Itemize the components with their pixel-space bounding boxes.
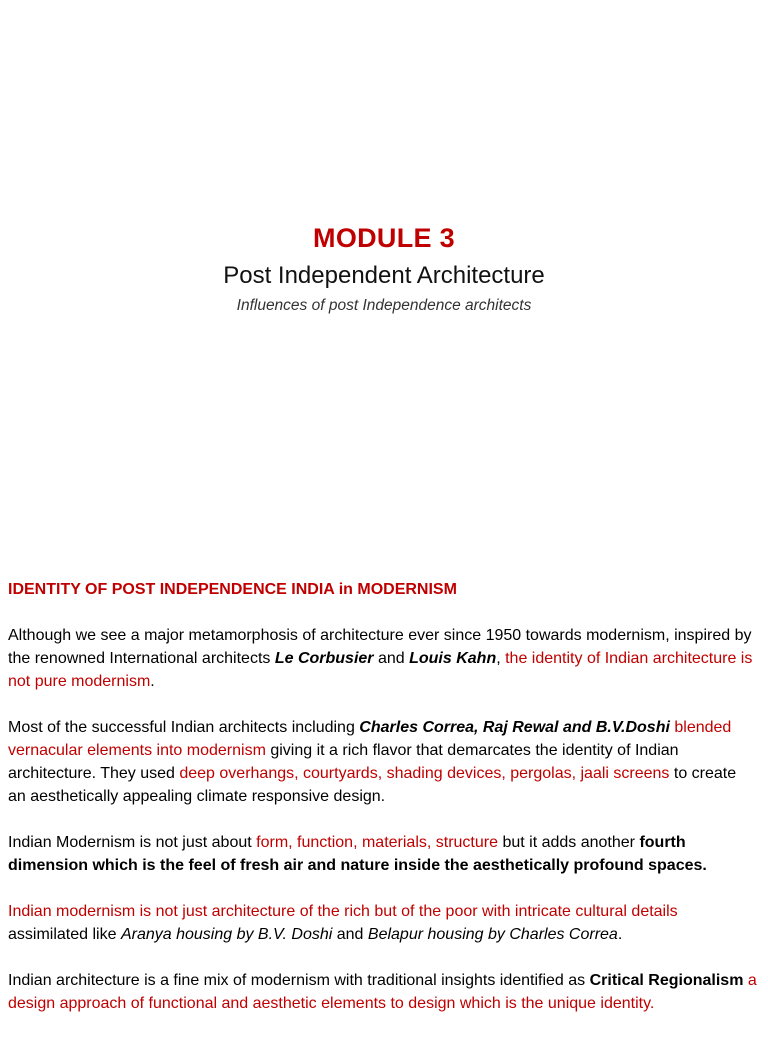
p3-bold: fourth dimension which is the feel of fresh air and nature inside the aesthetically profound spaces. <box>8 834 707 874</box>
p1-architect-1: Le Corbusier <box>274 650 374 667</box>
p2-text-1: Most of the successful Indian architects including <box>8 719 360 736</box>
p3-text-3: but it adds another <box>498 834 640 851</box>
p5-bold: Critical Regionalism <box>589 972 744 989</box>
p4-text-6: . <box>617 926 623 943</box>
p5-highlight: a design approach of functional and aesthetic elements to design which is the unique identity. <box>8 972 757 1012</box>
p2-architects: Charles Correa, Raj Rewal and B.V.Doshi <box>359 719 670 736</box>
p5-text-1: Indian architecture is a fine mix of modernism with traditional insights identified as <box>8 972 590 989</box>
p1-architect-2: Louis Kahn <box>409 650 497 667</box>
p4-example-2: Belapur housing by Charles Correa <box>367 926 618 943</box>
p4-text-4: and <box>332 926 368 943</box>
p1-text-7: . <box>150 673 155 690</box>
p4-text-2: assimilated like <box>8 926 121 943</box>
paragraph-3 <box>8 831 758 877</box>
p1-text-3: and <box>373 650 410 667</box>
p4-example-1: Aranya housing by B.V. Doshi <box>120 926 333 943</box>
p2-text-7: to create an aesthetically appealing climate responsive design. <box>8 765 737 805</box>
paragraph-1 <box>8 624 758 693</box>
paragraph-2 <box>8 716 758 808</box>
p3-text-1: Indian Modernism is not just about <box>8 834 257 851</box>
module-title: MODULE 3 <box>313 223 455 253</box>
page-caption: Influences of post Independence architects <box>236 297 532 314</box>
p1-text-5: , <box>496 650 506 667</box>
p4-highlight: Indian modernism is not just architecture of the rich but of the poor with intricate cultural details <box>8 903 678 920</box>
paragraph-5 <box>8 969 758 1015</box>
p1-highlight: the identity of Indian architecture is not pure modernism <box>8 650 753 690</box>
p2-text-5: giving it a rich flavor that demarcates the identity of Indian architecture. They used <box>8 742 679 782</box>
p1-text-1: Although we see a major metamorphosis of architecture ever since 1950 towards modernism, inspired by the renowned International architects <box>8 627 752 667</box>
title-block <box>0 218 768 318</box>
paragraph-4 <box>8 900 758 946</box>
p3-highlight: form, function, materials, structure <box>256 834 498 851</box>
section-heading: IDENTITY OF POST INDEPENDENCE INDIA in MODERNISM <box>8 581 457 598</box>
p2-highlight-2: deep overhangs, courtyards, shading devices, pergolas, jaali screens <box>179 765 670 782</box>
p2-highlight-1: blended vernacular elements into modernism <box>8 719 732 759</box>
document-body <box>8 578 758 1038</box>
page-subtitle: Post Independent Architecture <box>223 262 545 289</box>
